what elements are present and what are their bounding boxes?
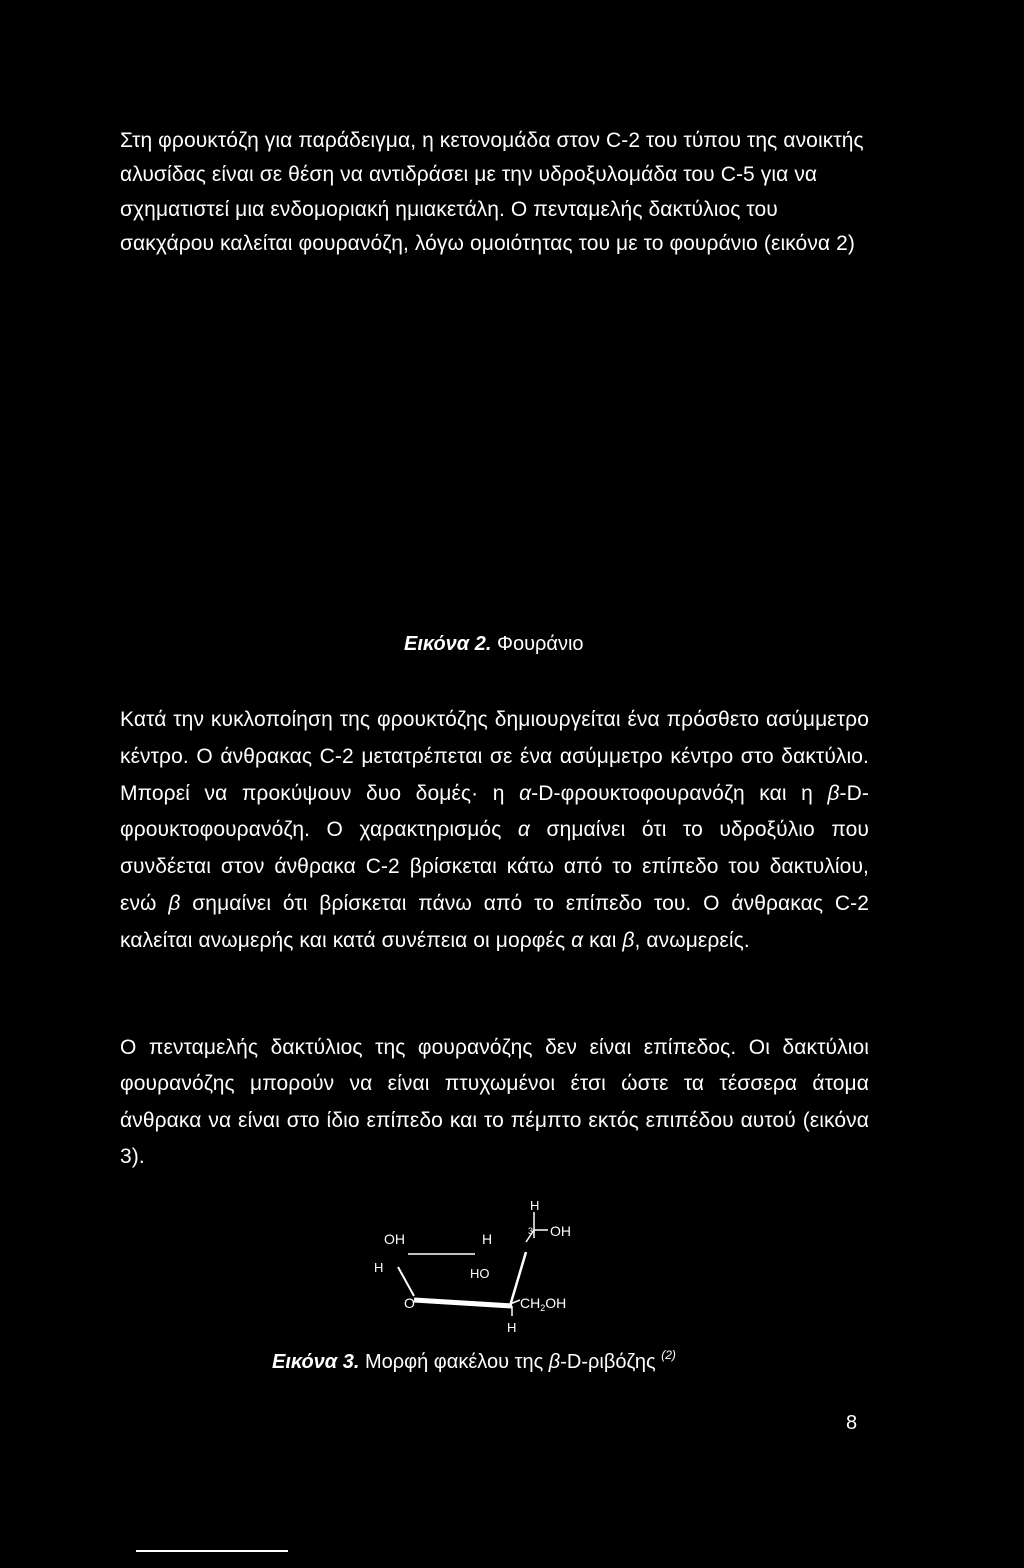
greek-alpha: α — [519, 781, 532, 805]
text-run: και — [583, 928, 623, 952]
text-run: , ανωμερείς. — [634, 928, 750, 952]
text-run: -D- φρουκτοφουρανόζη. Ο χαρακτηρισμός — [120, 781, 869, 842]
paragraph-furanose-ring: Ο πενταμελής δακτύλιος της φουρανόζης δεν είναι επίπεδος. Οι δακτύλιοι φουρανόζης μπορούν να είναι πτυχωμένοι έτσι ώστε τα τέσσερα άτομα άνθρακα να είναι στο ίδιο επίπεδο και το πέμπτο εκτός επιπέδου αυτού (εικόνα 3). — [120, 1036, 869, 1169]
figure-2-label: Εικόνα 2. — [404, 633, 492, 655]
footnote-separator — [136, 1550, 288, 1552]
text-run: σημαίνει ότι βρίσκεται πάνω από το επίπεδο του. Ο άνθρακας C-2 καλείται ανωμερής και κατά συνέπεια οι μορφές — [120, 891, 869, 952]
ring-bond-front — [414, 1300, 512, 1306]
greek-alpha: α — [571, 928, 584, 952]
text-run: Κατά την κυκλοποίηση της φρουκτόζης δημιουργείται ένα πρόσθετο ασύμμετρο κέντρο. Ο άνθρακας C-2 μετατρέπεται σε ένα ασύμμετρο κέντρο στο δακτύλιο. Μπορεί να προκύψουν δυο δομές· η — [120, 708, 869, 805]
reference-superscript: (2) — [661, 1348, 676, 1362]
label-h-left: H — [374, 1260, 384, 1275]
paragraph-fructose-cyclization: Στη φρουκτόζη για παράδειγμα, η κετονομάδα στον C-2 του τύπου της ανοικτής αλυσίδας είναι σε θέση να αντιδράσει με την υδροξυλομάδα του C-5 για να σχηματιστεί μια ενδομοριακή ημιακετάλη. Ο πενταμελής δακτύλιος του σακχάρου καλείται φουρανόζη, λόγω ομοιότητας του με το φουράνιο (εικόνα 2) — [120, 129, 864, 256]
label-oh-left: OH — [384, 1231, 405, 1247]
label-oh-right: OH — [550, 1223, 571, 1239]
greek-alpha: α — [517, 818, 530, 842]
greek-beta: β — [827, 781, 840, 805]
label-h-bottom: H — [507, 1320, 517, 1335]
ring-bond-left — [398, 1267, 414, 1296]
ch2oh-subscript: 2 — [540, 1303, 546, 1313]
page-number: 8 — [846, 1412, 858, 1434]
ribose-envelope-structure — [364, 1196, 604, 1336]
label-h-top-mid: H — [482, 1231, 493, 1247]
text-run: -D-φρουκτοφουρανόζη και η — [531, 781, 828, 805]
paragraph-anomers — [120, 702, 869, 960]
label-ho-mid: HO — [470, 1266, 490, 1281]
figure-3-caption — [272, 1348, 676, 1374]
figure-2-caption — [404, 633, 584, 656]
figure-3-label: Εικόνα 3. — [272, 1351, 360, 1373]
greek-beta: β — [622, 928, 635, 952]
greek-beta: β — [548, 1351, 561, 1373]
text-run: σημαίνει ότι το υδροξύλιο που συνδέεται στον άνθρακα C-2 βρίσκεται κάτω από το επίπεδο του δακτυλίου, ενώ — [120, 818, 869, 915]
figure-3-text-2: -D-ριβόζης — [560, 1351, 662, 1373]
figure-3-text: Μορφή φακέλου της — [359, 1351, 549, 1373]
label-h-top-right: H — [530, 1198, 540, 1213]
ch2oh-oh: OH — [545, 1295, 567, 1311]
label-carbon-number: 3 — [528, 1226, 534, 1236]
ch2oh-ch: CH — [520, 1295, 541, 1311]
greek-beta: β — [168, 891, 181, 915]
label-ch2oh — [520, 1295, 566, 1313]
figure-2-text: Φουράνιο — [491, 633, 584, 655]
label-ring-o: O — [404, 1295, 415, 1311]
